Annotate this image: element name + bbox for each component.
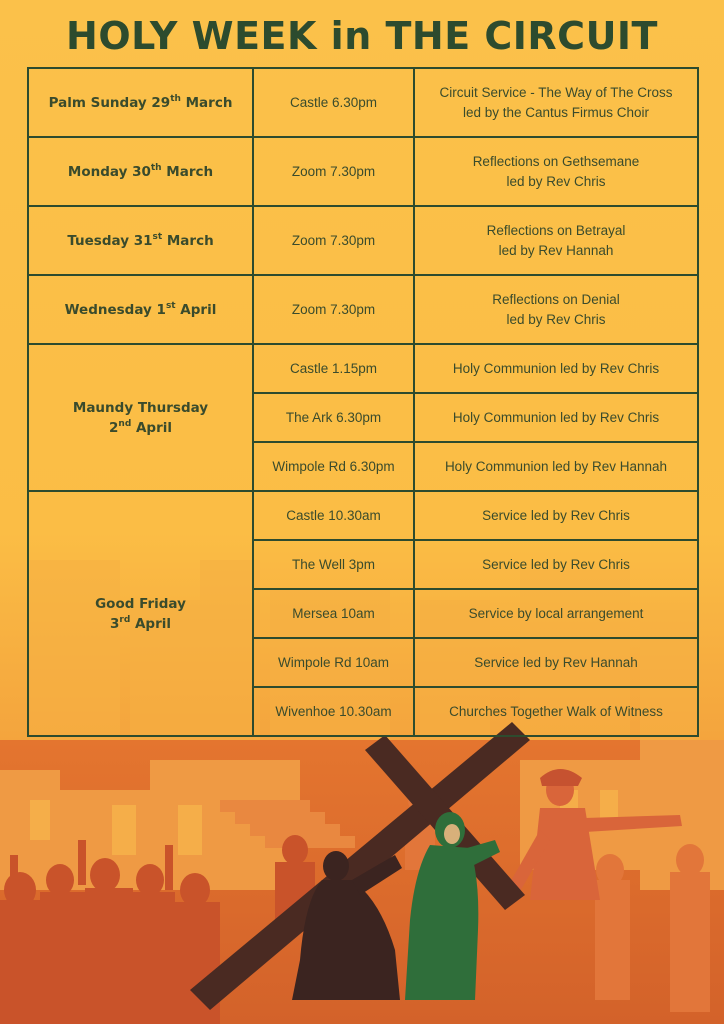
event-description: Holy Communion led by Rev Chris xyxy=(414,393,698,442)
table-row xyxy=(28,68,698,137)
event-place: Castle 6.30pm xyxy=(253,68,414,137)
event-place: Castle 10.30am xyxy=(253,491,414,540)
event-description: Service led by Rev Chris xyxy=(414,540,698,589)
event-description: Churches Together Walk of Witness xyxy=(414,687,698,736)
event-place: The Ark 6.30pm xyxy=(253,393,414,442)
event-place: Zoom 7.30pm xyxy=(253,275,414,344)
event-place: Wimpole Rd 10am xyxy=(253,638,414,687)
page-title: HOLY WEEK in THE CIRCUIT xyxy=(66,14,658,58)
event-place: Wimpole Rd 6.30pm xyxy=(253,442,414,491)
day-maundy-thursday: Maundy Thursday 2nd April xyxy=(28,344,253,491)
event-description: Circuit Service - The Way of The Cross led by the Cantus Firmus Choir xyxy=(414,68,698,137)
day-monday: Monday 30th March xyxy=(28,137,253,206)
table-row xyxy=(28,275,698,344)
event-description: Service led by Rev Hannah xyxy=(414,638,698,687)
event-place: Zoom 7.30pm xyxy=(253,137,414,206)
day-wednesday: Wednesday 1st April xyxy=(28,275,253,344)
holy-week-schedule-table xyxy=(27,67,699,737)
event-place: Wivenhoe 10.30am xyxy=(253,687,414,736)
day-palm-sunday: Palm Sunday 29th March xyxy=(28,68,253,137)
day-tuesday: Tuesday 31st March xyxy=(28,206,253,275)
event-description: Reflections on Gethsemane led by Rev Chris xyxy=(414,137,698,206)
event-place: Mersea 10am xyxy=(253,589,414,638)
table-row xyxy=(28,344,698,393)
event-description: Service led by Rev Chris xyxy=(414,491,698,540)
event-description: Service by local arrangement xyxy=(414,589,698,638)
event-place: The Well 3pm xyxy=(253,540,414,589)
event-description: Holy Communion led by Rev Hannah xyxy=(414,442,698,491)
event-place: Castle 1.15pm xyxy=(253,344,414,393)
table-row xyxy=(28,137,698,206)
event-place: Zoom 7.30pm xyxy=(253,206,414,275)
event-description: Reflections on Denial led by Rev Chris xyxy=(414,275,698,344)
day-good-friday: Good Friday 3rd April xyxy=(28,491,253,736)
event-description: Holy Communion led by Rev Chris xyxy=(414,344,698,393)
event-description: Reflections on Betrayal led by Rev Hannah xyxy=(414,206,698,275)
table-row xyxy=(28,491,698,540)
table-row xyxy=(28,206,698,275)
